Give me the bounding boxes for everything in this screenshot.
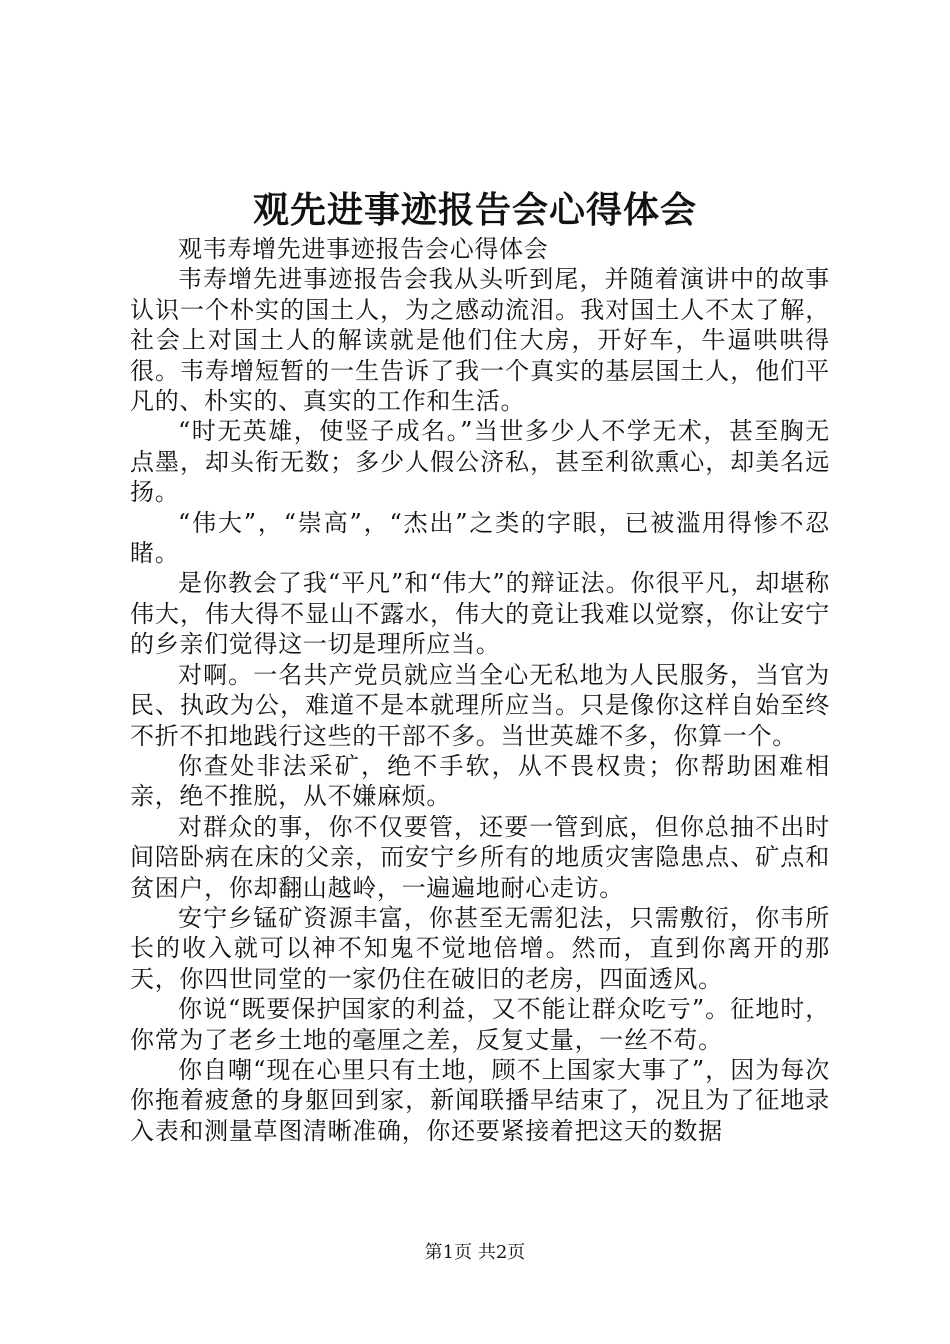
paragraph: 对啊。一名共产党员就应当全心无私地为人民服务，当官为民、执政为公，难道不是本就理所应当。只是像你这样自始至终不折不扣地践行这些的干部不多。当世英雄不多，你算一个。 [130,660,830,750]
paragraph: 你自嘲“现在心里只有土地，顾不上国家大事了”，因为每次你拖着疲惫的身躯回到家，新闻联播早结束了，况且为了征地录入表和测量草图清晰准确，你还要紧接着把这天的数据 [130,1055,830,1145]
paragraph: 你说“既要保护国家的利益，又不能让群众吃亏”。征地时，你常为了老乡土地的毫厘之差，反复丈量，一丝不苟。 [130,995,830,1054]
document-title: 观先进事迹报告会心得体会 [252,189,697,231]
paragraph: 是你教会了我“平凡”和“伟大”的辩证法。你很平凡，却堪称伟大，伟大得不显山不露水，伟大的竟让我难以觉察，你让安宁的乡亲们觉得这一切是理所应当。 [130,569,830,659]
paragraph: 韦寿增先进事迹报告会我从头听到尾，并随着演讲中的故事认识一个朴实的国土人，为之感动流泪。我对国土人不太了解，社会上对国土人的解读就是他们住大房，开好车，牛逼哄哄得很。韦寿增短暂的一生告诉了我一个真实的基层国土人，他们平凡的、朴实的、真实的工作和生活。 [130,265,830,416]
paragraph-subtitle: 观韦寿增先进事迹报告会心得体会 [178,235,549,263]
paragraph: “伟大”，“崇高”，“杰出”之类的字眼，已被滥用得惨不忍睹。 [130,508,830,568]
page-footer: 第1页 共2页 [424,1242,526,1263]
paragraph: 安宁乡锰矿资源丰富，你甚至无需犯法，只需敷衍，你韦所长的收入就可以神不知鬼不觉地倍增。然而，直到你离开的那天，你四世同堂的一家仍住在破旧的老房，四面透风。 [130,903,830,993]
document-body [130,234,830,1146]
paragraph: 你查处非法采矿，绝不手软，从不畏权贵；你帮助困难相亲，绝不推脱，从不嫌麻烦。 [130,751,830,811]
paragraph: 对群众的事，你不仅要管，还要一管到底，但你总抽不出时间陪卧病在床的父亲，而安宁乡所有的地质灾害隐患点、矿点和贫困户，你却翻山越岭，一遍遍地耐心走访。 [130,812,830,902]
paragraph: “时无英雄，使竖子成名。”当世多少人不学无术，甚至胸无点墨，却头衔无数；多少人假公济私，甚至利欲熏心，却美名远扬。 [130,417,830,507]
